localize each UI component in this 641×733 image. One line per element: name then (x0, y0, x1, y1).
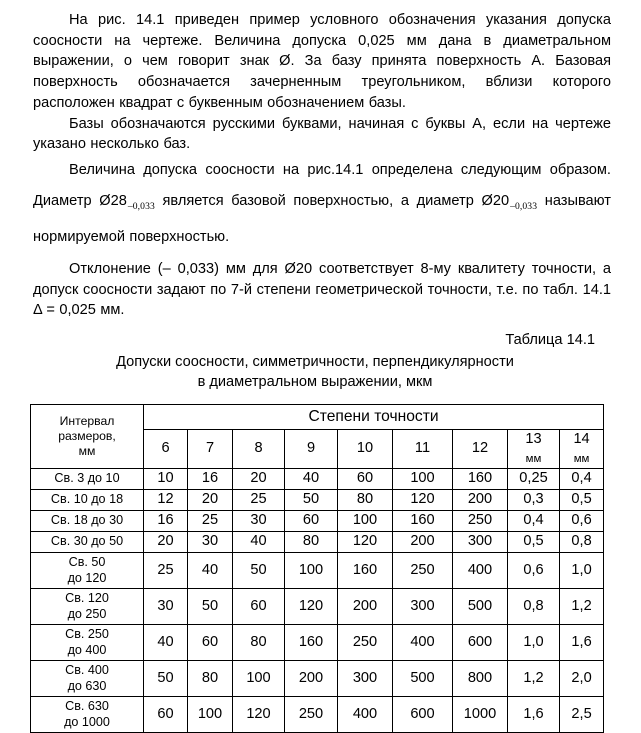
cell-value: 250 (453, 511, 508, 532)
cell-value: 300 (393, 589, 453, 625)
cell-value: 0,5 (508, 532, 560, 553)
header-degree-11 (393, 430, 453, 469)
cell-value: 20 (144, 532, 188, 553)
cell-value: 200 (285, 661, 338, 697)
cell-value: 60 (233, 589, 285, 625)
header-degree-12 (453, 430, 508, 469)
table-row (31, 661, 604, 697)
header-degree-13-label: 13 (525, 431, 542, 448)
cell-value: 20 (233, 469, 285, 490)
row-label-line-2: до 1000 (64, 714, 110, 729)
cell-value: 0,6 (508, 553, 560, 589)
cell-value: 10 (144, 469, 188, 490)
table-row (31, 589, 604, 625)
cell-value: 300 (453, 532, 508, 553)
table-row (31, 697, 604, 733)
cell-value: 12 (144, 490, 188, 511)
paragraph-3 (33, 155, 611, 253)
cell-value: 40 (285, 469, 338, 490)
cell-value: 16 (188, 469, 233, 490)
row-label-line-1: Св. 400 (65, 663, 109, 677)
cell-value: 1,0 (508, 625, 560, 661)
header-degree-14 (560, 430, 604, 469)
table-row (31, 532, 604, 553)
cell-value: 600 (453, 625, 508, 661)
table-title (0, 353, 630, 392)
cell-value: 80 (285, 532, 338, 553)
cell-value: 2,0 (560, 661, 604, 697)
table-title-line-2: в диаметральном выражении, мкм (197, 373, 433, 390)
cell-value: 1,6 (560, 625, 604, 661)
header-degree-10 (338, 430, 393, 469)
row-label (31, 661, 144, 697)
row-label (31, 532, 144, 553)
cell-value: 40 (233, 532, 285, 553)
row-label (31, 511, 144, 532)
cell-value: 60 (144, 697, 188, 733)
cell-value: 120 (338, 532, 393, 553)
cell-value: 250 (393, 553, 453, 589)
row-label-line-1: Св. 30 до 50 (50, 534, 124, 549)
deviation-subscript-28: –0,033 (127, 200, 155, 212)
cell-value: 0,3 (508, 490, 560, 511)
cell-value: 20 (188, 490, 233, 511)
row-label-line-2: до 250 (67, 606, 107, 621)
cell-value: 100 (188, 697, 233, 733)
cell-value: 0,8 (508, 589, 560, 625)
table-number-label: Таблица 14.1 (505, 332, 595, 348)
cell-value: 160 (285, 625, 338, 661)
table-title-line-1: Допуски соосности, симметричности, перпендикулярности (116, 354, 514, 370)
row-label (31, 697, 144, 733)
header-degrees-of-accuracy: Степени точности (144, 405, 604, 430)
row-label-line-2: до 400 (67, 642, 107, 657)
cell-value: 1,2 (508, 661, 560, 697)
table-header-row-1 (31, 405, 604, 430)
table-row (31, 553, 604, 589)
row-label (31, 625, 144, 661)
cell-value: 25 (188, 511, 233, 532)
header-degree-10-label: 10 (356, 440, 374, 457)
cell-value: 400 (338, 697, 393, 733)
header-degree-13 (508, 430, 560, 469)
row-label-line-1: Св. 630 (65, 699, 109, 713)
cell-value: 200 (338, 589, 393, 625)
header-degree-9 (285, 430, 338, 469)
cell-value: 1,2 (560, 589, 604, 625)
cell-value: 400 (393, 625, 453, 661)
tolerance-table-wrapper (30, 404, 603, 733)
table-head (31, 405, 604, 469)
header-degree-14-unit: мм (573, 452, 590, 465)
row-label-line-2: до 630 (67, 678, 107, 693)
header-degree-6 (144, 430, 188, 469)
row-label-line-1: Св. 250 (65, 627, 109, 641)
paragraph-1: На рис. 14.1 приведен пример условного обозначения указания допуска соосности на чертеже. Величина допуска 0,025 мм дана в диаметральном выражении, о чем говорит знак Ø. За базу принята поверхность А. Базовая поверхность обозначается зачерненным треугольником, вблизи которого расположен квадрат с буквенным обозначением базы. (33, 12, 611, 111)
header-degree-14-label: 14 (573, 431, 590, 448)
header-degree-8-label: 8 (254, 440, 263, 457)
paragraph-3-text-b: является базовой поверхностью, а диаметр Ø20 (162, 192, 510, 209)
cell-value: 300 (338, 661, 393, 697)
cell-value: 25 (233, 490, 285, 511)
table-row (31, 490, 604, 511)
cell-value: 80 (338, 490, 393, 511)
cell-value: 2,5 (560, 697, 604, 733)
cell-value: 1000 (453, 697, 508, 733)
cell-value: 160 (393, 511, 453, 532)
header-degree-13-unit: мм (525, 452, 542, 465)
header-interval-line-3: мм (78, 444, 96, 458)
cell-value: 200 (393, 532, 453, 553)
cell-value: 120 (285, 589, 338, 625)
row-label-line-1: Св. 50 (68, 555, 106, 569)
prose-block (33, 10, 611, 321)
cell-value: 0,5 (560, 490, 604, 511)
cell-value: 60 (338, 469, 393, 490)
cell-value: 60 (285, 511, 338, 532)
cell-value: 0,4 (560, 469, 604, 490)
header-degree-9-label: 9 (306, 440, 316, 457)
cell-value: 100 (233, 661, 285, 697)
cell-value: 0,4 (508, 511, 560, 532)
paragraph-3-text-c: называют нормируемой поверхностью. (33, 192, 611, 245)
cell-value: 100 (393, 469, 453, 490)
cell-value: 25 (144, 553, 188, 589)
cell-value: 500 (393, 661, 453, 697)
cell-value: 200 (453, 490, 508, 511)
cell-value: 50 (285, 490, 338, 511)
row-label-line-2: до 120 (67, 570, 107, 585)
paragraph-4: Отклонение (– 0,033) мм для Ø20 соответствует 8-му квалитету точности, а допуск соосности задают по 7-й степени геометрической точности, т.е. по табл. 14.1 Δ = 0,025 мм. (33, 260, 611, 319)
table-row (31, 511, 604, 532)
cell-value: 250 (338, 625, 393, 661)
cell-value: 0,8 (560, 532, 604, 553)
header-degree-11-label: 11 (414, 440, 431, 457)
cell-value: 0,6 (560, 511, 604, 532)
cell-value: 160 (453, 469, 508, 490)
header-degree-7-label: 7 (205, 440, 215, 457)
cell-value: 30 (188, 532, 233, 553)
cell-value: 500 (453, 589, 508, 625)
header-degree-12-label: 12 (471, 440, 489, 457)
row-label (31, 469, 144, 490)
table-row (31, 469, 604, 490)
row-label (31, 553, 144, 589)
cell-value: 60 (188, 625, 233, 661)
cell-value: 600 (393, 697, 453, 733)
header-interval-line-1: Интервал (59, 414, 115, 428)
cell-value: 30 (144, 589, 188, 625)
cell-value: 400 (453, 553, 508, 589)
table-row (31, 625, 604, 661)
paragraph-2: Базы обозначаются русскими буквами, начиная с буквы А, если на чертеже указано несколько баз. (33, 115, 611, 153)
cell-value: 1,0 (560, 553, 604, 589)
header-interval-line-2: размеров, (58, 429, 116, 443)
row-label (31, 589, 144, 625)
table-body (31, 469, 604, 733)
cell-value: 0,25 (508, 469, 560, 490)
cell-value: 50 (144, 661, 188, 697)
header-degree-6-label: 6 (161, 440, 170, 457)
cell-value: 80 (188, 661, 233, 697)
header-interval-of-sizes (31, 405, 144, 469)
row-label-line-1: Св. 120 (65, 591, 109, 605)
cell-value: 50 (188, 589, 233, 625)
paragraph-3-text-a: Величина допуска соосности на рис.14.1 определена следующим образом. Диаметр Ø28 (33, 161, 611, 209)
header-degree-8 (233, 430, 285, 469)
cell-value: 800 (453, 661, 508, 697)
cell-value: 40 (188, 553, 233, 589)
deviation-subscript-20: –0,033 (510, 200, 538, 212)
row-label-line-1: Св. 10 до 18 (50, 492, 124, 507)
cell-value: 50 (233, 553, 285, 589)
cell-value: 160 (338, 553, 393, 589)
header-degree-7 (188, 430, 233, 469)
cell-value: 80 (233, 625, 285, 661)
row-label (31, 490, 144, 511)
cell-value: 100 (338, 511, 393, 532)
tolerance-table (30, 404, 604, 733)
cell-value: 1,6 (508, 697, 560, 733)
cell-value: 250 (285, 697, 338, 733)
cell-value: 120 (393, 490, 453, 511)
row-label-line-1: Св. 18 до 30 (50, 513, 124, 528)
cell-value: 120 (233, 697, 285, 733)
cell-value: 30 (233, 511, 285, 532)
row-label-line-1: Св. 3 до 10 (54, 471, 120, 486)
cell-value: 100 (285, 553, 338, 589)
cell-value: 16 (144, 511, 188, 532)
cell-value: 40 (144, 625, 188, 661)
